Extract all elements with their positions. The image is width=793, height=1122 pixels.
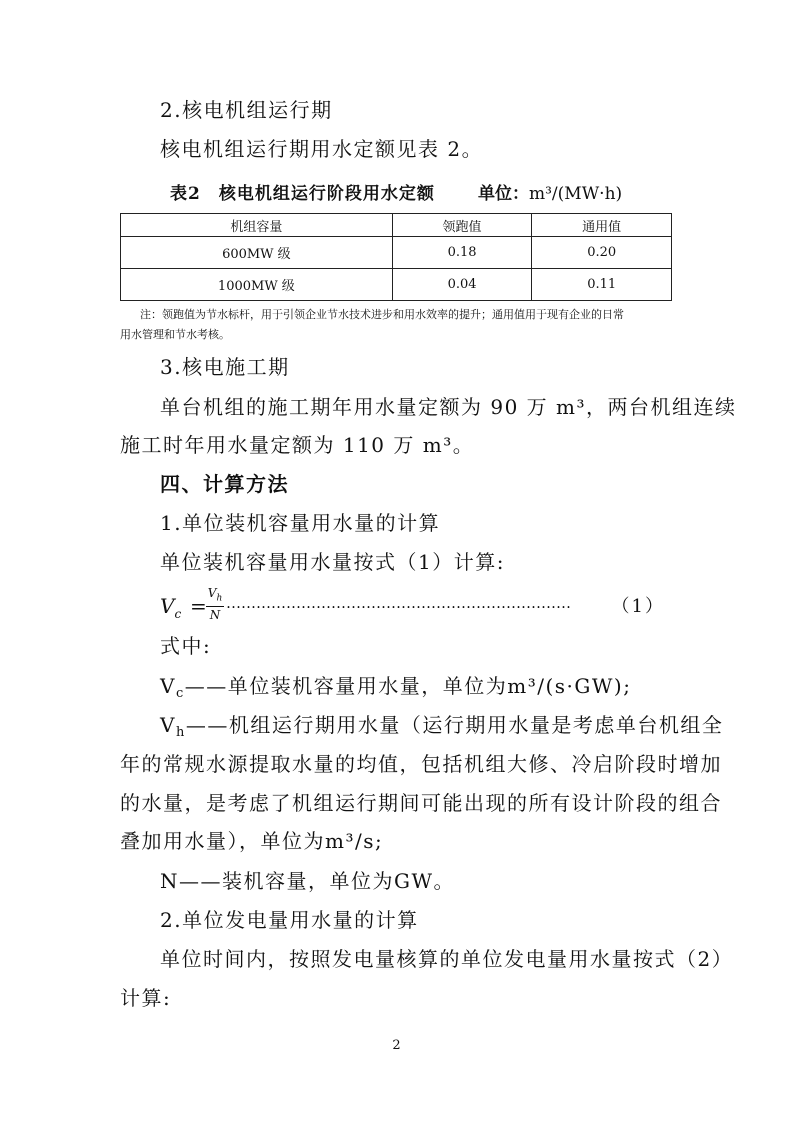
table-header-row [121, 214, 672, 237]
table-note-line: 注：领跑值为节水标杆，用于引领企业节水技术进步和用水效率的提升；通用值用于现有企业的日常 [140, 308, 624, 321]
table-note-line: 用水管理和节水考核。 [120, 328, 230, 341]
formula-fraction [206, 586, 224, 623]
section-heading-operation: 2.核电机组运行期 [160, 98, 333, 122]
table-cell: 600MW 级 [121, 237, 393, 269]
subsection-heading-generation: 2.单位发电量用水量的计算 [160, 908, 419, 932]
table-cell: 0.04 [392, 269, 532, 301]
paragraph-operation: 核电机组运行期用水定额见表 2。 [160, 137, 484, 161]
table-cell: 0.18 [392, 237, 532, 269]
definition-vh-line: 叠加用水量），单位为m³/s; [120, 829, 384, 853]
definition-vh-line: $V_h——$机组运行期用水量（运行期用水量是考虑单台机组全 [160, 713, 724, 740]
table-header-cell: 通用值 [532, 214, 672, 237]
definition-vh-line: 的水量，是考虑了机组运行期间可能出现的所有设计阶段的组合 [120, 791, 722, 815]
table-unit-label: 单位： [478, 184, 529, 204]
formula-denominator: N [209, 608, 221, 623]
table-cell: 0.11 [532, 269, 672, 301]
table-caption [120, 180, 675, 208]
table-header-cell: 领跑值 [392, 214, 532, 237]
definition-n: N——装机容量，单位为GW。 [160, 869, 456, 893]
table-row [121, 269, 672, 301]
paragraph-construction-line: 施工时年用水量定额为 110 万 m³。 [120, 433, 475, 457]
definition-vc: $V_c——$单位装机容量用水量，单位为m³/(s·GW); [160, 674, 632, 701]
table-header-cell: 机组容量 [121, 214, 393, 237]
formula-lhs: $V_c$ [160, 594, 182, 621]
paragraph-generation-line: 单位时间内，按照发电量核算的单位发电量用水量按式（2） [160, 947, 734, 971]
section-heading-method: 四、计算方法 [160, 472, 289, 496]
table-cell: 1000MW 级 [121, 269, 393, 301]
table-caption-unit [478, 180, 622, 208]
formula-numerator: $V_h$ [206, 586, 224, 607]
table-caption-title: 表2 核电机组运行阶段用水定额 [170, 184, 435, 204]
paragraph-construction-line: 单台机组的施工期年用水量定额为 90 万 m³，两台机组连续 [160, 395, 737, 419]
formula-number: （1） [611, 596, 665, 617]
section-heading-construction: 3.核电施工期 [160, 355, 290, 379]
formula-leader-dots: …………………………………………………………… [226, 594, 571, 612]
formula-equals: = [190, 594, 207, 618]
paragraph-generation-line: 计算: [120, 986, 172, 1010]
subsection-heading-capacity: 1.单位装机容量用水量的计算 [160, 511, 441, 535]
formula-1 [160, 586, 675, 624]
table-unit-value: m³/(MW·h) [529, 184, 623, 204]
definition-vh-line: 年的常规水源提取水量的均值，包括机组大修、冷启阶段时增加 [120, 752, 722, 776]
where-label: 式中: [160, 634, 212, 658]
table-cell: 0.20 [532, 237, 672, 269]
page-number: 2 [392, 1038, 401, 1053]
table-row [121, 237, 672, 269]
paragraph-capacity: 单位装机容量用水量按式（1）计算: [160, 550, 505, 574]
water-quota-table [120, 213, 672, 301]
